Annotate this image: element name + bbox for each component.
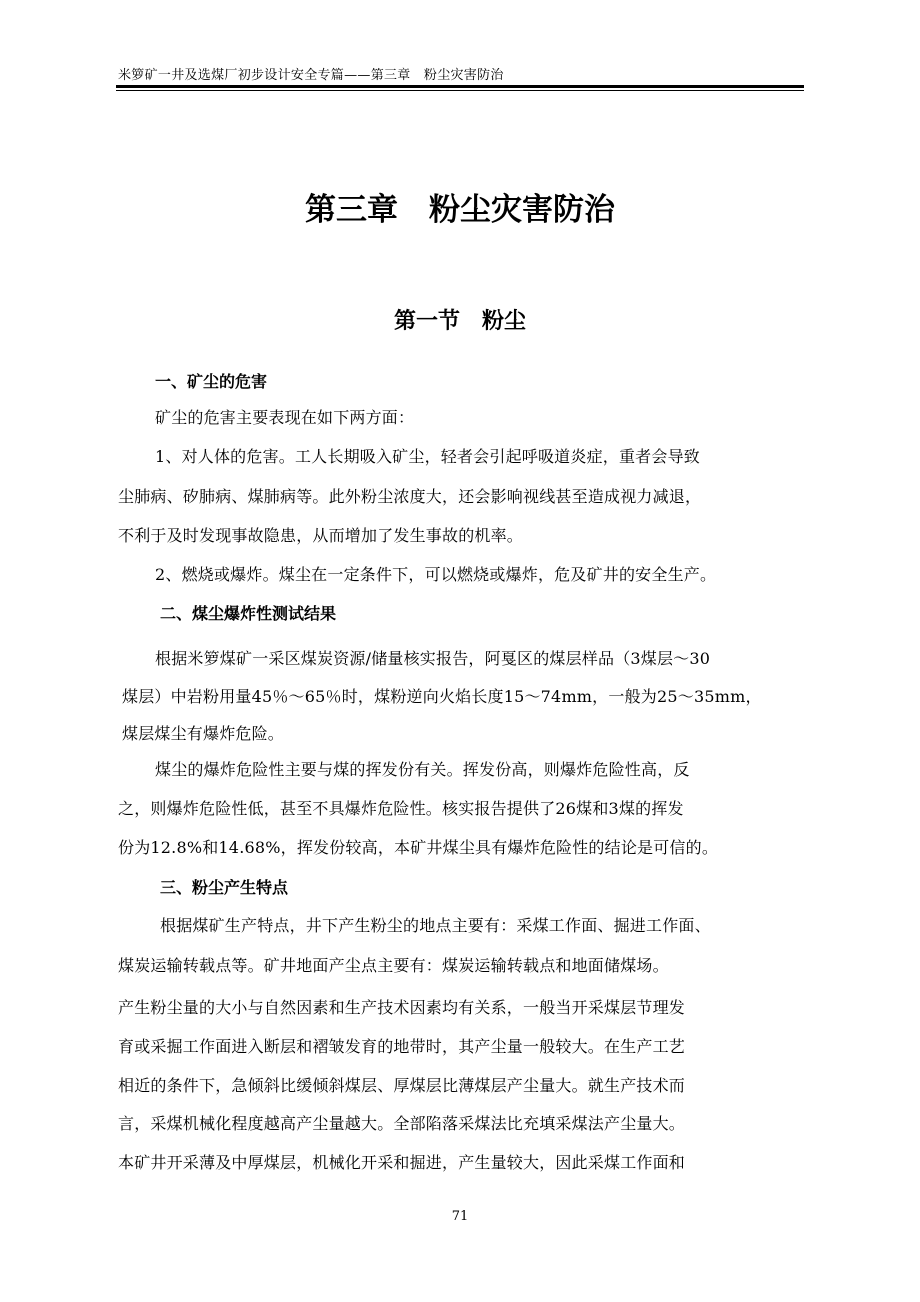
paragraph-line: 根据米箩煤矿一采区煤炭资源/储量核实报告，阿戛区的煤层样品（3煤层～30 bbox=[155, 649, 711, 668]
section-title: 第一节 粉尘 bbox=[393, 309, 526, 334]
paragraph-line: 不利于及时发现事故隐患，从而增加了发生事故的机率。 bbox=[118, 526, 524, 545]
paragraph-line: 份为12.8%和14.68%，挥发份较高，本矿井煤尘具有爆炸危险性的结论是可信的。 bbox=[118, 838, 719, 857]
paragraph-line: 尘肺病、矽肺病、煤肺病等。此外粉尘浓度大，还会影响视线甚至造成视力减退， bbox=[118, 487, 702, 506]
paragraph-line: 2、燃烧或爆炸。煤尘在一定条件下，可以燃烧或爆炸，危及矿井的安全生产。 bbox=[155, 565, 717, 584]
section-heading: 二、煤尘爆炸性测试结果 bbox=[160, 604, 337, 623]
paragraph-line: 煤尘的爆炸危险性主要与煤的挥发份有关。挥发份高，则爆炸危险性高，反 bbox=[155, 760, 690, 779]
paragraph-line: 产生粉尘量的大小与自然因素和生产技术因素均有关系，一般当开采煤层节理发 bbox=[118, 998, 686, 1017]
paragraph-line: 育或采掘工作面进入断层和褶皱发育的地带时，其产尘量一般较大。在生产工艺 bbox=[118, 1037, 686, 1056]
paragraph-line: 煤层煤尘有爆炸危险。 bbox=[122, 724, 285, 743]
paragraph-line: 相近的条件下，急倾斜比缓倾斜煤层、厚煤层比薄煤层产尘量大。就生产技术而 bbox=[118, 1076, 686, 1095]
section-heading: 三、粉尘产生特点 bbox=[160, 878, 289, 897]
section-heading: 一、矿尘的危害 bbox=[155, 372, 268, 391]
paragraph-line: 煤层）中岩粉用量45％～65％时，煤粉逆向火焰长度15～74mm，一般为25～35mm， bbox=[122, 687, 762, 706]
page-number: 71 bbox=[451, 1209, 469, 1224]
header-rule-thick bbox=[116, 85, 804, 88]
chapter-title: 第三章 粉尘灾害防治 bbox=[305, 192, 615, 228]
paragraph-line: 1、对人体的危害。工人长期吸入矿尘，轻者会引起呼吸道炎症，重者会导致 bbox=[155, 447, 700, 466]
paragraph-line: 本矿井开采薄及中厚煤层，机械化开采和掘进，产生量较大，因此采煤工作面和 bbox=[118, 1153, 686, 1172]
paragraph-line: 之，则爆炸危险性低，甚至不具爆炸危险性。核实报告提供了26煤和3煤的挥发 bbox=[118, 799, 684, 818]
header-rule-thin bbox=[116, 90, 804, 91]
paragraph-line: 煤炭运输转载点等。矿井地面产尘点主要有：煤炭运输转载点和地面储煤场。 bbox=[118, 956, 669, 975]
paragraph-line: 言，采煤机械化程度越高产尘量越大。全部陷落采煤法比充填采煤法产尘量大。 bbox=[118, 1114, 686, 1133]
paragraph-line: 根据煤矿生产特点，井下产生粉尘的地点主要有：采煤工作面、掘进工作面、 bbox=[160, 916, 711, 935]
header-text: 米箩矿一井及选煤厂初步设计安全专篇——第三章 粉尘灾害防治 bbox=[118, 68, 504, 83]
paragraph-line: 矿尘的危害主要表现在如下两方面： bbox=[155, 408, 415, 427]
